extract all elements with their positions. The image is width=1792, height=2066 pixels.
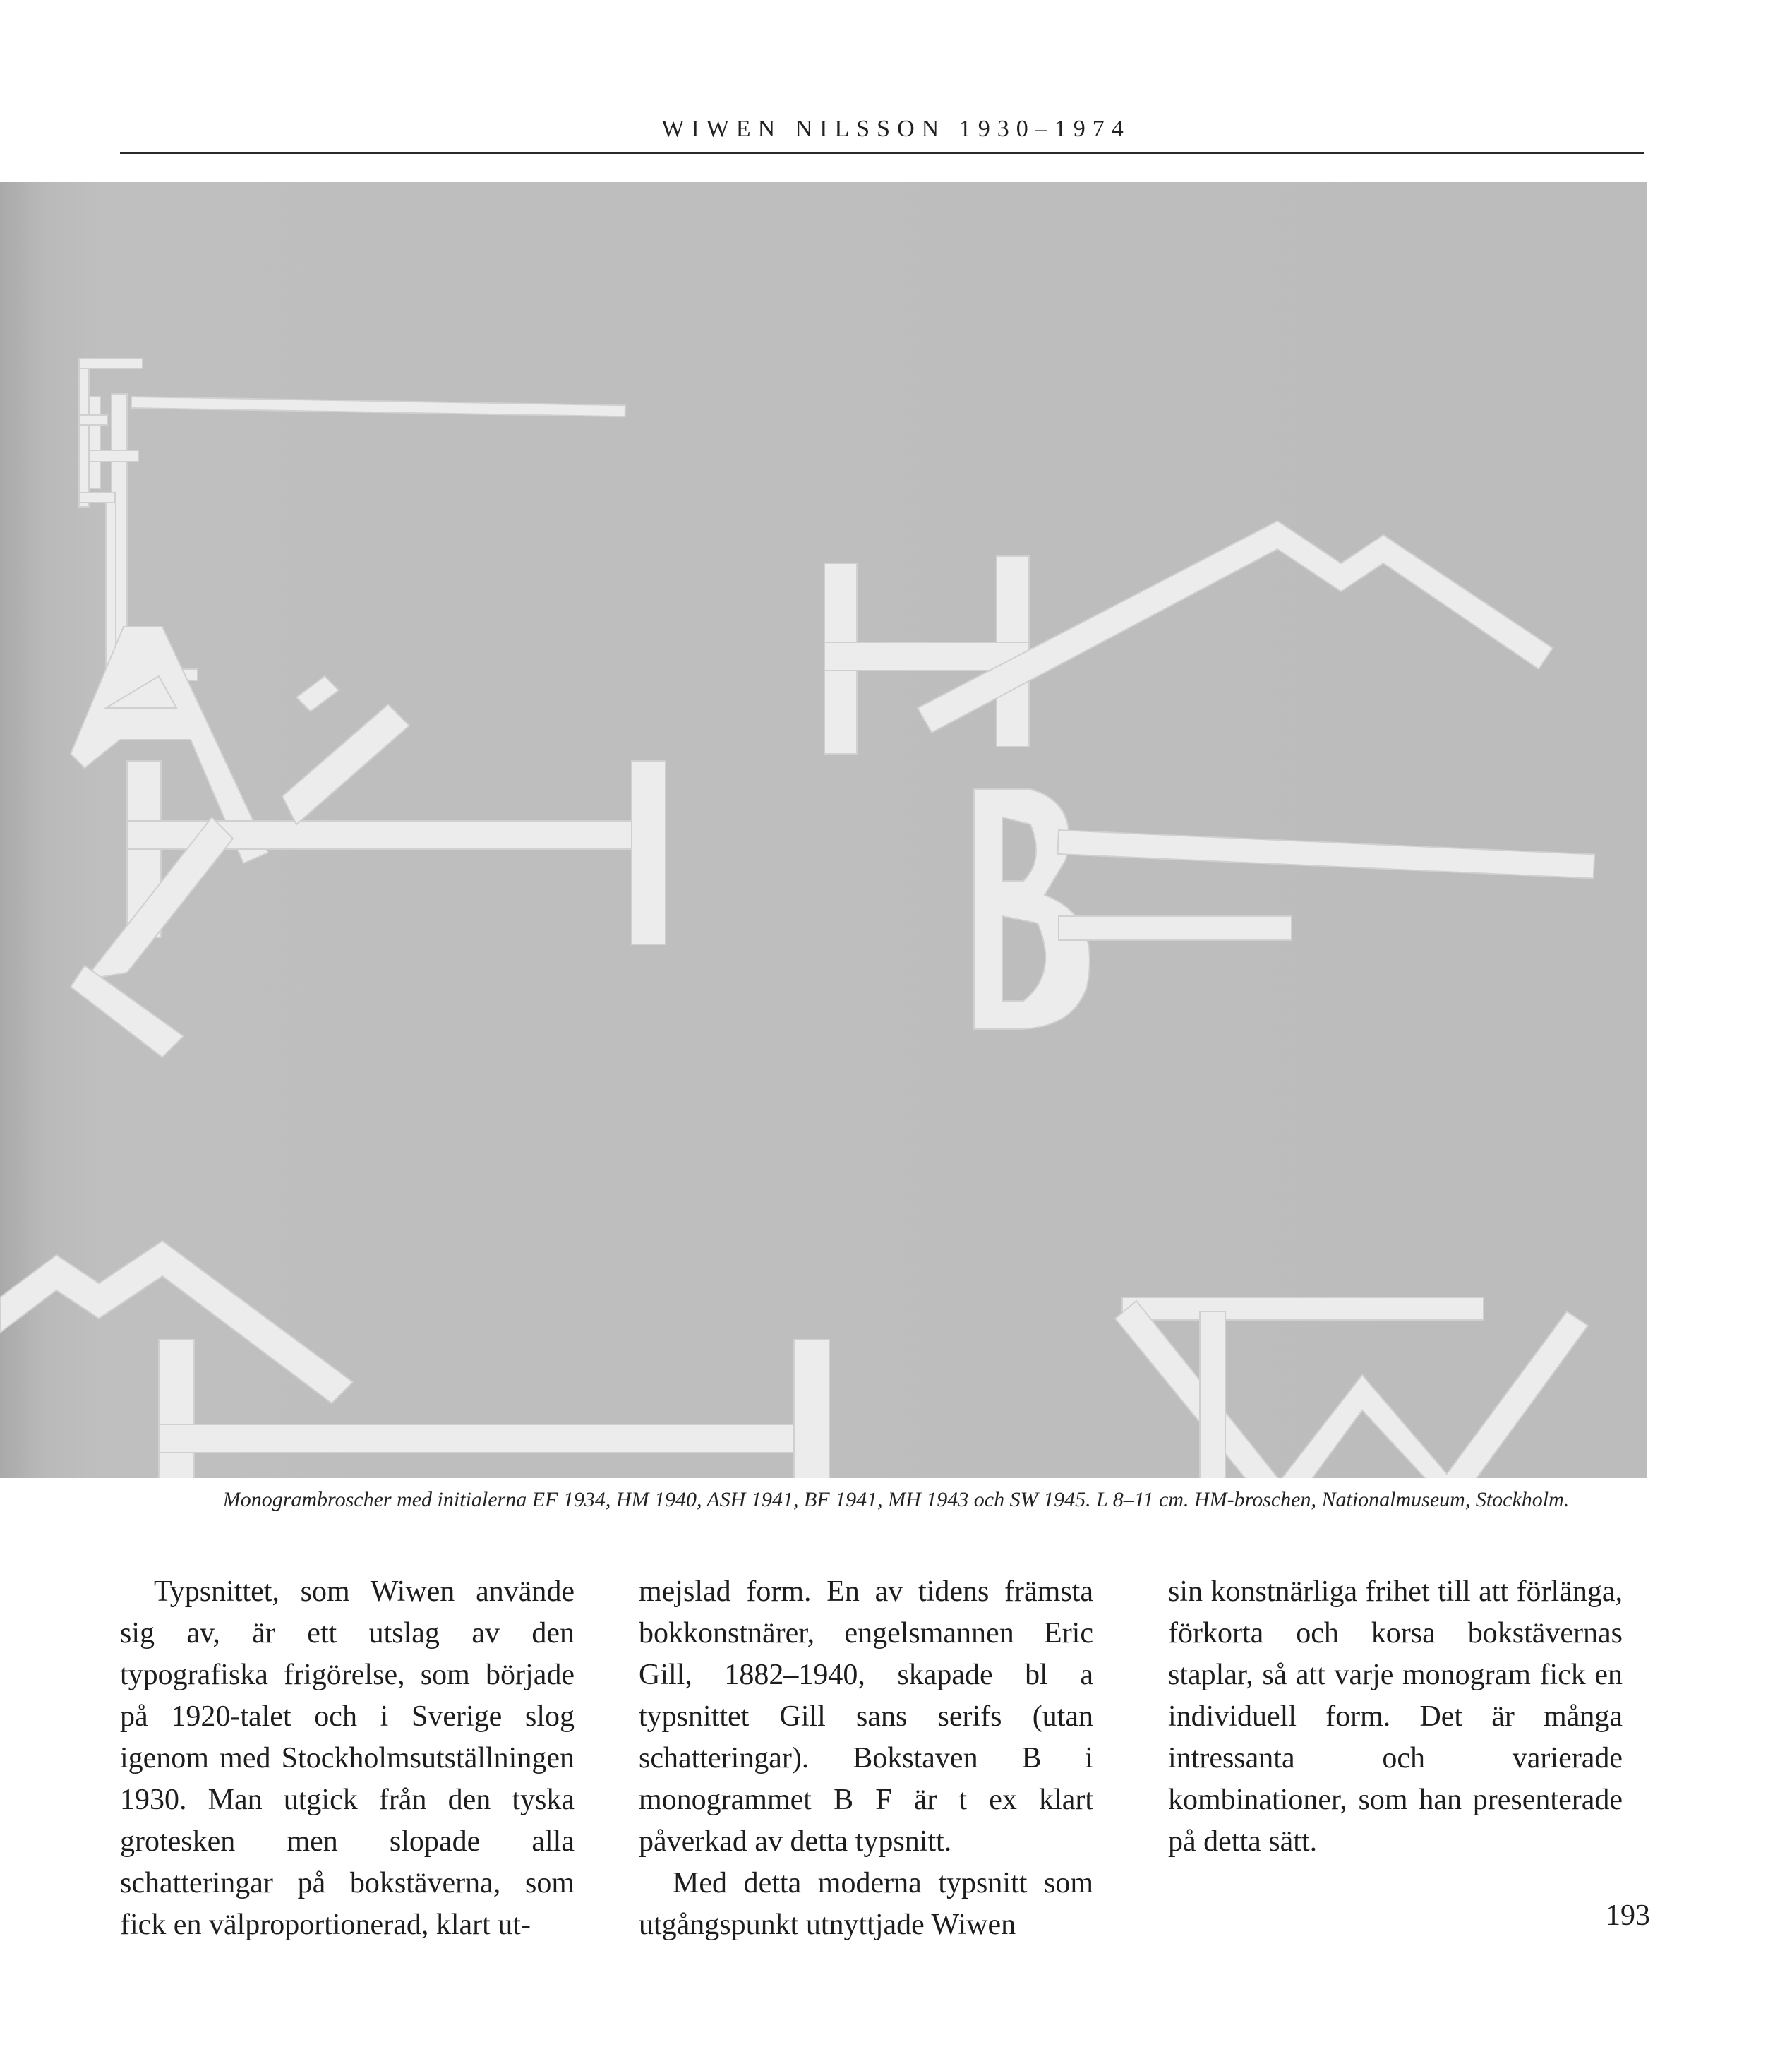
body-column-2 (639, 1571, 1093, 1946)
figure-caption: Monogrambroscher med initialerna EF 1934, HM 1940, ASH 1941, BF 1941, MH 1943 och SW 1945. L 8–11 cm. HM-broschen, Nationalmuseum, Stockholm. (222, 1488, 1570, 1511)
brooch-photograph (0, 182, 1647, 1478)
header-rule (120, 152, 1644, 154)
brooch-photo-illustration (0, 182, 1647, 1478)
page-number: 193 (1606, 1899, 1650, 1932)
brooch-mh (0, 1241, 829, 1478)
paragraph: Med detta moderna typsnitt som utgångspunkt utnyttjade Wiwen (639, 1867, 1093, 1941)
paragraph: mejslad form. En av tidens främsta bokkonstnärer, engelsmannen Eric Gill, 1882–1940, skapade bl a typsnittet Gill sans serifs (utan schatteringar). Bokstaven B i monogrammet B F är t ex klart påverkad av detta typsnitt. (639, 1575, 1093, 1858)
running-head: WIWEN NILSSON 1930–1974 (661, 116, 1131, 142)
brooch-bf (974, 789, 1594, 1029)
body-column-3 (1168, 1571, 1623, 1863)
body-column-1 (120, 1571, 575, 1946)
paragraph: Typsnittet, som Wiwen använde sig av, är ett utslag av den typografiska frigörelse, som började på 1920-talet och i Sverige slog igenom med Stockholmsutställningen 1930. Man utgick från den tyska grotesken men slopade alla schatteringar på bokstäverna, som fick en välproportionerad, klart ut- (120, 1575, 575, 1941)
brooch-sw (1059, 1297, 1588, 1478)
brooch-ash (71, 627, 666, 1057)
brooch-hm (824, 521, 1553, 754)
paragraph: sin konstnärliga frihet till att förlänga, förkorta och korsa bokstävernas staplar, så att varje monogram fick en individuell form. Det är många intressanta och varierade kombinationer, som han presenterade på detta sätt. (1168, 1575, 1623, 1858)
